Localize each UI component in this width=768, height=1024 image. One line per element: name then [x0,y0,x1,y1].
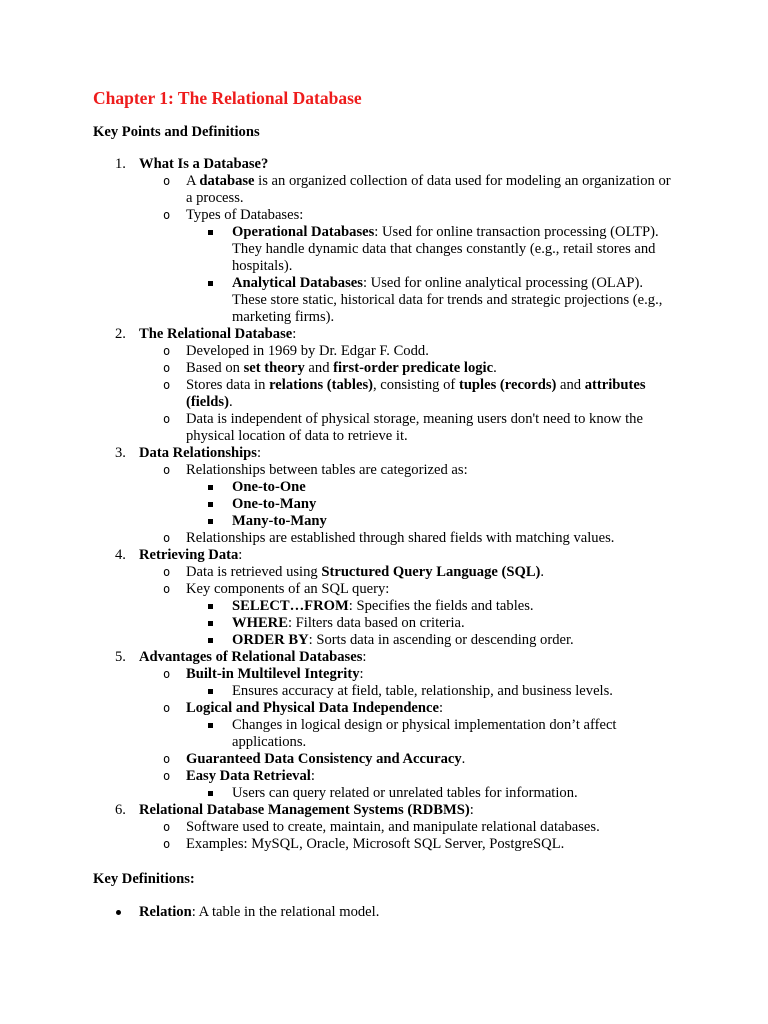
section-heading-suffix: : [238,547,243,563]
bold-text: first-order predicate logic [333,360,494,376]
section-item [0,547,768,564]
square-bullet-icon [208,791,213,796]
chapter-title: Chapter 1: The Relational Database [93,88,362,108]
list-item [0,173,674,207]
bold-text: attributes (fields) [186,377,646,410]
square-bullet-icon [208,689,213,694]
square-bullet-icon [208,519,213,524]
bold-text: database [199,173,255,189]
text-run: Key components of an SQL query: [186,581,390,597]
text-run: : Filters data based on criteria. [287,615,465,631]
definition-item [0,904,768,921]
square-bullet-icon [208,604,213,609]
circle-bullet-icon: o [163,769,171,783]
section-heading-suffix: : [469,802,474,818]
key-definitions-heading: Key Definitions: [93,871,195,887]
circle-bullet-icon: o [163,344,171,358]
square-bullet-icon [208,230,213,235]
list-item [0,751,674,768]
list-item [0,700,674,717]
section-heading: Retrieving Data [139,547,239,563]
text-run: Types of Databases: [186,207,304,223]
text-run: : [438,700,444,716]
definitions-list [0,904,768,921]
section-item [0,445,768,462]
text-run: Stores data in [186,377,270,393]
bold-text: set theory [243,360,305,376]
circle-bullet-icon: o [163,361,171,375]
sub-list-item [0,275,672,326]
list-item [0,411,674,445]
circle-bullet-icon: o [163,752,171,766]
text-run: , consisting of [373,377,459,393]
text-run: : [359,666,364,682]
key-points-heading: Key Points and Definitions [93,124,260,140]
circle-bullet-icon: o [163,667,171,681]
text-run: Developed in 1969 by Dr. Edgar F. Codd. [186,343,429,359]
text-run: and [304,360,334,376]
text-run: Changes in logical design or physical implementation don’t affect applications. [232,717,617,750]
circle-bullet-icon: o [163,531,171,545]
sub-list-item [0,224,672,275]
bold-text: Many-to-Many [232,513,327,529]
list-item [0,530,674,547]
list-item [0,666,674,683]
text-run: : [310,768,315,784]
section-heading-suffix: : [256,445,262,461]
sub-list-item [0,717,672,751]
section-number: 5. [115,649,126,665]
section-item [0,802,768,819]
bold-text: Easy Data Retrieval [186,768,311,784]
text-run: is an organized collection of data used for modeling an organization or a process. [186,173,671,206]
text-run: Relationships between tables are categorized as: [186,462,468,478]
bold-text: Analytical Databases [232,275,363,291]
square-bullet-icon [208,723,213,728]
sub-list-item [0,615,672,632]
list-item [0,343,674,360]
circle-bullet-icon: o [163,208,171,222]
list-item [0,360,674,377]
section-heading: Advantages of Relational Databases [139,649,363,665]
sub-list-item [0,632,672,649]
circle-bullet-icon: o [163,412,171,426]
section-item [0,156,768,173]
list-item [0,819,674,836]
sub-list-item [0,513,672,530]
bold-text: WHERE [232,615,288,631]
section-number: 6. [115,802,126,818]
section-number: 4. [115,547,126,563]
list-item [0,462,674,479]
bold-text: tuples (records) [458,377,557,393]
section-item [0,649,768,666]
list-item [0,207,674,224]
bold-text: Operational Databases [232,224,375,240]
text-run: : Specifies the fields and tables. [348,598,534,614]
section-number: 2. [115,326,126,342]
circle-bullet-icon: o [163,582,171,596]
text-run: : Used for online transaction processing (OLTP). They handle dynamic data that changes constantly (e.g., retail stores and hospitals). [232,224,659,274]
text-run: . [228,394,233,410]
text-run: . [493,360,497,376]
text-run: . [540,564,545,580]
square-bullet-icon [208,502,213,507]
text-run: Ensures accuracy at field, table, relationship, and business levels. [232,683,613,699]
text-run: : Used for online analytical processing (OLAP). These store static, historical data for trends and strategic projections (e.g., marketing firms). [232,275,663,325]
circle-bullet-icon: o [163,174,171,188]
square-bullet-icon [208,485,213,490]
key-points-list [0,156,768,853]
list-item [0,768,674,785]
square-bullet-icon [208,281,213,286]
text-run: Users can query related or unrelated tables for information. [232,785,578,801]
bold-text: ORDER BY [232,632,309,648]
section-heading: The Relational Database [139,326,293,342]
list-item [0,581,674,598]
text-run: A [186,173,200,189]
sub-list-item [0,785,672,802]
text-run: Relationships are established through shared fields with matching values. [186,530,615,546]
text-run: : Sorts data in ascending or descending order. [308,632,574,648]
text-run: Examples: MySQL, Oracle, Microsoft SQL Server, PostgreSQL. [186,836,565,852]
list-item [0,836,674,853]
bold-text: Logical and Physical Data Independence [186,700,439,716]
text-run: . [461,751,466,767]
bold-text: Built-in Multilevel Integrity [186,666,360,682]
bold-text: Structured Query Language (SQL) [321,564,541,580]
section-heading: What Is a Database? [139,156,269,172]
list-item [0,377,674,411]
text-run: and [556,377,585,393]
definition-body: : A table in the relational model. [191,904,380,920]
section-number: 1. [115,156,126,172]
bullet-icon [116,910,121,915]
circle-bullet-icon: o [163,378,171,392]
sub-list-item [0,598,672,615]
section-heading: Relational Database Management Systems (RDBMS) [139,802,470,818]
circle-bullet-icon: o [163,701,171,715]
sub-list-item [0,683,672,700]
bold-text: relations (tables) [269,377,373,393]
text-run: Software used to create, maintain, and manipulate relational databases. [186,819,600,835]
sub-list-item [0,496,672,513]
bold-text: One-to-Many [232,496,317,512]
section-heading-suffix: : [292,326,297,342]
section-heading: Data Relationships [139,445,257,461]
circle-bullet-icon: o [163,837,171,851]
circle-bullet-icon: o [163,463,171,477]
circle-bullet-icon: o [163,565,171,579]
section-number: 3. [115,445,126,461]
bold-text: One-to-One [232,479,306,495]
section-item [0,326,768,343]
square-bullet-icon [208,638,213,643]
list-item [0,564,674,581]
sub-list-item [0,479,672,496]
text-run: Data is retrieved using [186,564,322,580]
text-run: Based on [186,360,244,376]
section-heading-suffix: : [362,649,367,665]
bold-text: SELECT…FROM [232,598,349,614]
circle-bullet-icon: o [163,820,171,834]
square-bullet-icon [208,621,213,626]
text-run: Data is independent of physical storage, meaning users don't need to know the physical location of data to retrieve it. [186,411,643,444]
bold-text: Guaranteed Data Consistency and Accuracy [186,751,462,767]
definition-term: Relation [139,904,192,920]
